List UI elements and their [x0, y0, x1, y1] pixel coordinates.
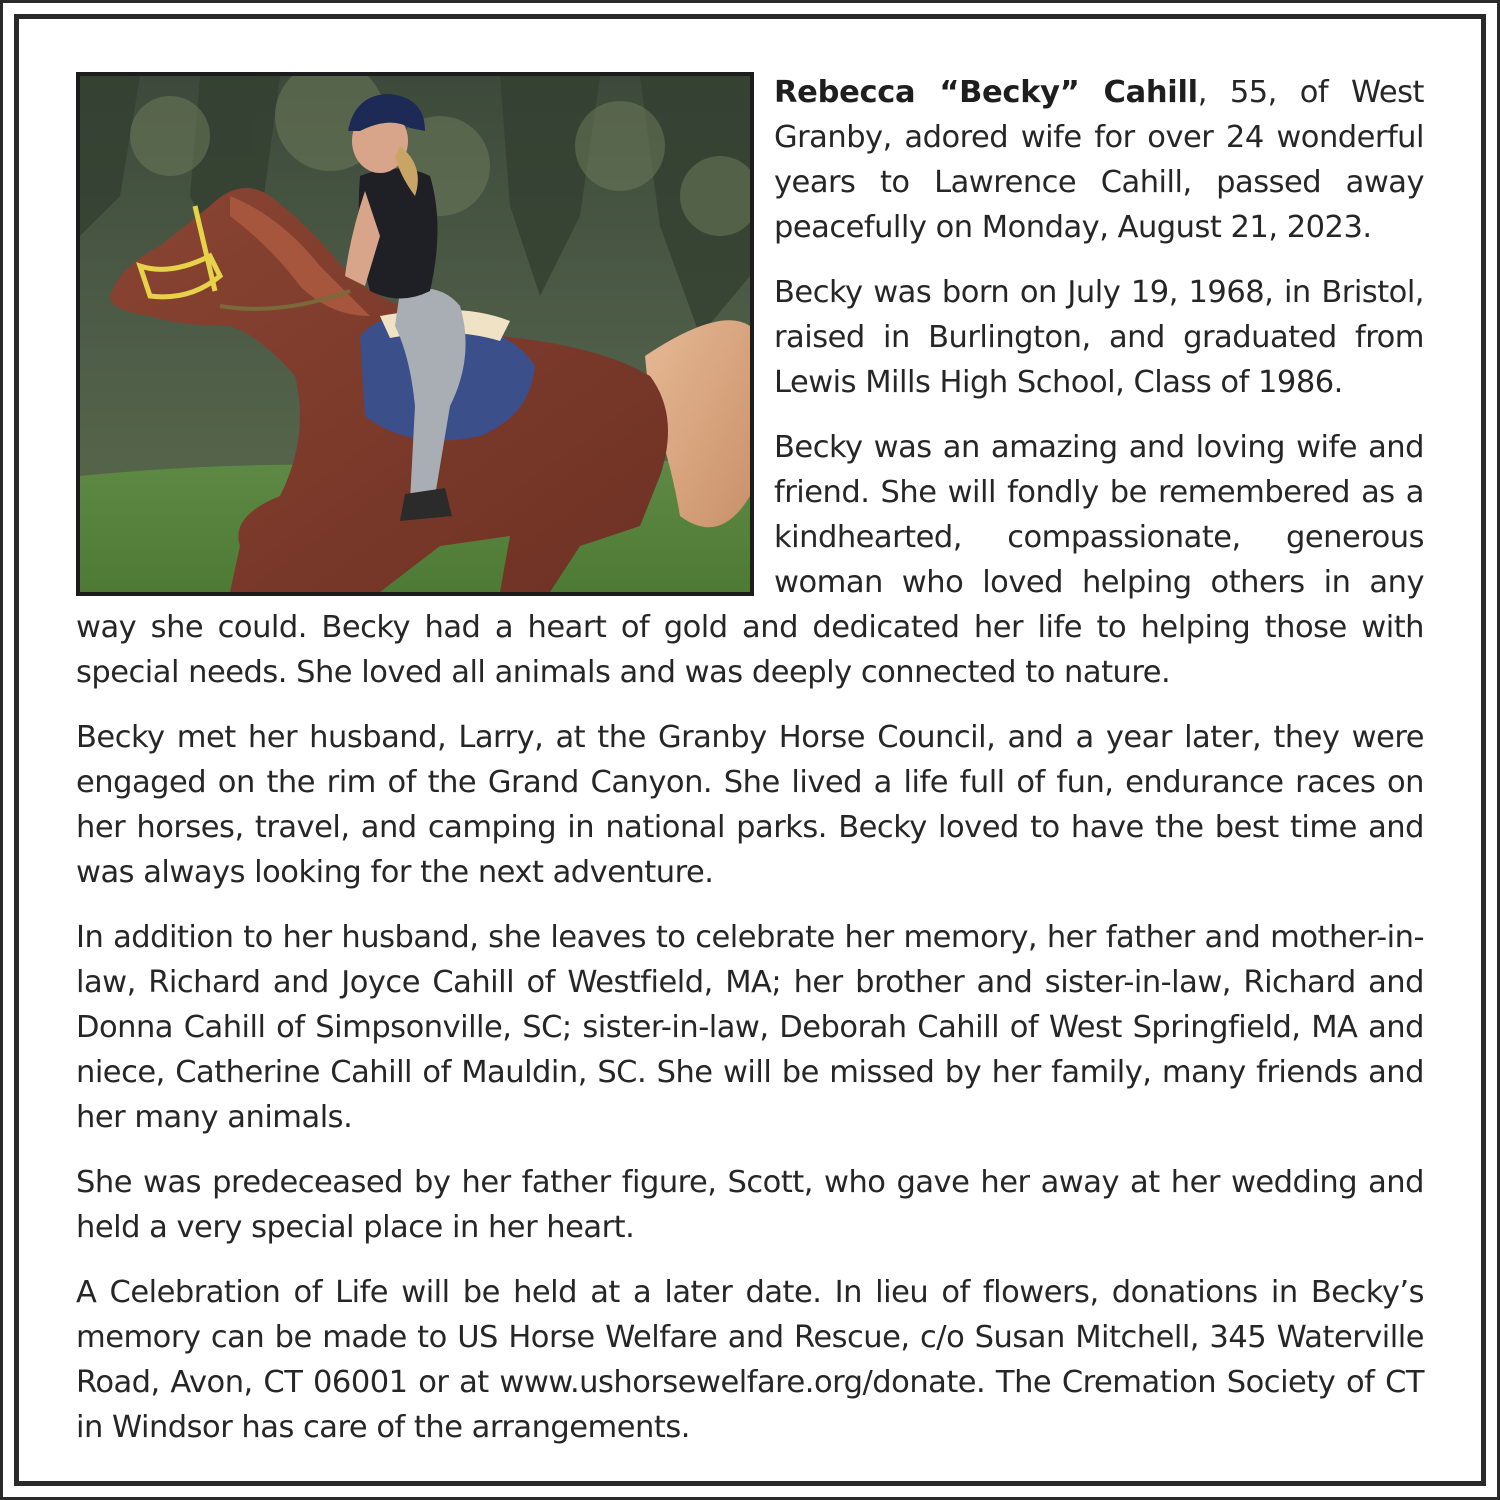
intro-text: , 55, of West Granby, adored wife for over 24 wonderful years to Lawrence Cahill, passed away peacefully on Monday, August 21, 2023. — [774, 75, 1424, 245]
photo-woman-riding-horse — [76, 72, 754, 596]
paragraph-services: A Celebration of Life will be held at a later date. In lieu of flowers, donations in Becky’s memory can be made to US Horse Welfare and Rescue, c/o Susan Mitchell, 345 Waterville Road, Avon, CT 06001 or at www.ushorsewelfare.org/donate. The Cremation Society of CT in Windsor has care of the arrangements. — [76, 1275, 1424, 1445]
paragraph-marriage: Becky met her husband, Larry, at the Granby Horse Council, and a year later, they were engaged on the rim of the Grand Canyon. She lived a life full of fun, endurance races on her horses, travel, and camping in national parks. Becky loved to have the best time and was always looking for the next adventure. — [76, 720, 1424, 890]
horse-rider-photo-icon — [80, 76, 750, 592]
deceased-name: Rebecca “Becky” Cahill — [774, 75, 1198, 110]
paragraph-predeceased: She was predeceased by her father figure, Scott, who gave her away at her wedding and held a very special place in her heart. — [76, 1165, 1424, 1245]
obituary-text — [76, 70, 1424, 1470]
paragraph-birth: Becky was born on July 19, 1968, in Bristol, raised in Burlington, and graduated from Lewis Mills High School, Class of 1986. — [774, 275, 1424, 400]
paragraph-character: Becky was an amazing and loving wife and friend. She will fondly be remembered as a kindhearted, compassionate, generous woman who loved helping others in any way she could. Becky had a heart of gold and dedicated her life to helping those with special needs. She loved all animals and was deeply connected to nature. — [76, 430, 1424, 690]
paragraph-survivors: In addition to her husband, she leaves to celebrate her memory, her father and mother-in-law, Richard and Joyce Cahill of Westfield, MA; her brother and sister-in-law, Richard and Donna Cahill of Simpsonville, SC; sister-in-law, Deborah Cahill of West Springfield, MA and niece, Catherine Cahill of Mauldin, SC. She will be missed by her family, many friends and her many animals. — [76, 920, 1424, 1135]
